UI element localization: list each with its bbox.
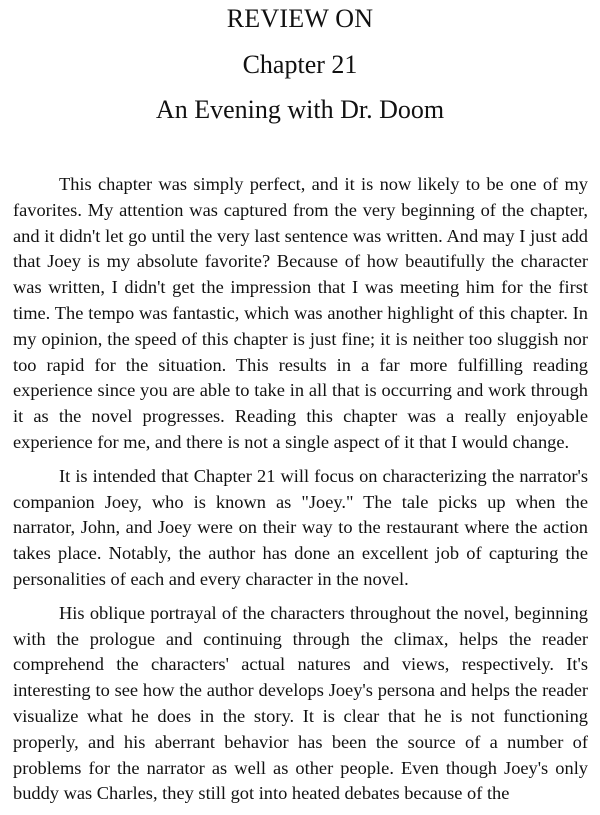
paragraph-2: It is intended that Chapter 21 will focus on characterizing the narrator's companion Joey, who is known as "Joey." The tale picks up when the narrator, John, and Joey were on their way to the restaurant where the action takes place. Notably, the author has done an excellent job of capturing the personalities of each and every character in the novel.	[13, 465, 588, 589]
chapter-title-heading: An Evening with Dr. Doom	[155, 95, 445, 124]
review-body	[13, 172, 588, 815]
review-heading: REVIEW ON	[226, 4, 374, 33]
paragraph-1: This chapter was simply perfect, and it is now likely to be one of my favorites. My attention was captured from the very beginning of the chapter, and it didn't let go until the very last sentence was written. And may I just add that Joey is my absolute favorite? Because of how beautifully the character was written, I didn't get the impression that I was meeting him for the first time. The tempo was fantastic, which was another highlight of this chapter. In my opinion, the speed of this chapter is just fine; it is neither too sluggish nor too rapid for the situation. This results in a far more fulfilling reading experience since you are able to take in all that is occurring and work through it as the novel progresses. Reading this chapter was a really enjoyable experience for me, and there is not a single aspect of it that I would change.	[13, 174, 588, 452]
chapter-number-heading: Chapter 21	[242, 50, 358, 79]
paragraph-3: His oblique portrayal of the characters throughout the novel, beginning with the prologue and continuing through the climax, helps the reader comprehend the characters' actual natures and views, respectively. It's interesting to see how the author develops Joey's persona and helps the reader visualize what he does in the story. It is clear that he is not functioning properly, and his aberrant behavior has been the source of a number of problems for the narrator as well as other people. Even though Joey's only buddy was Charles, they still got into heated debates because of the	[13, 602, 588, 804]
